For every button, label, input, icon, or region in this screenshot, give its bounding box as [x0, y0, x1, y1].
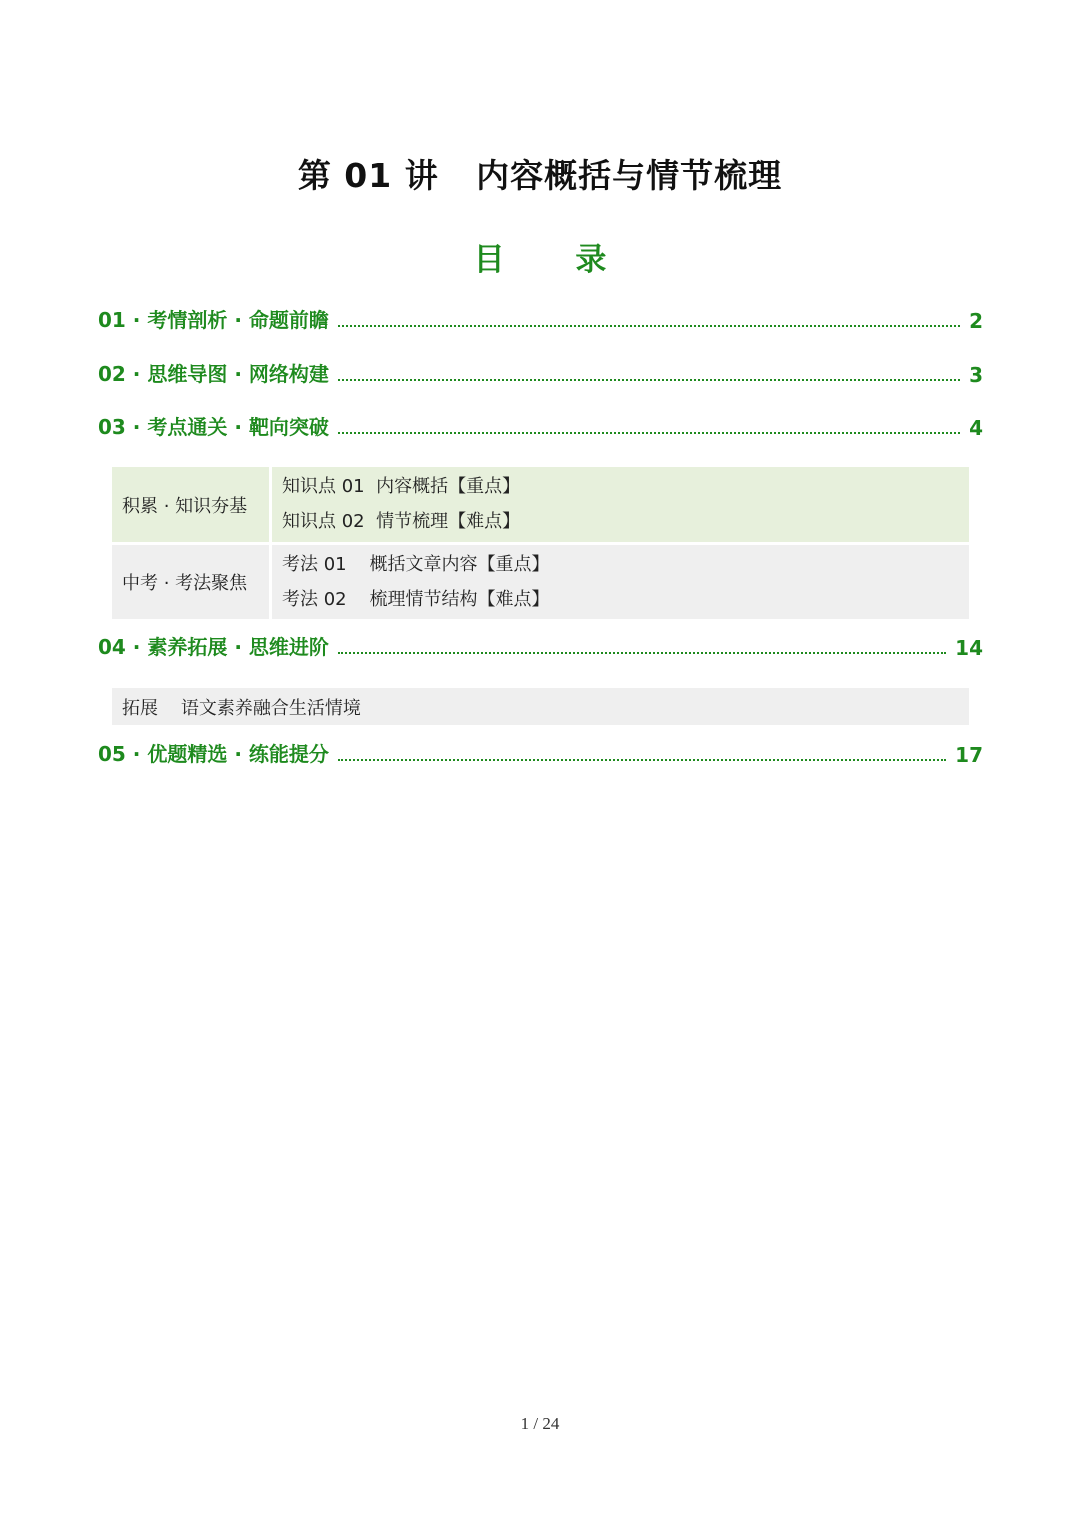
- dot-leader: [338, 379, 960, 381]
- dot-leader: [338, 759, 946, 761]
- page-number: 1 / 24: [520, 1414, 560, 1433]
- toc-entry-02[interactable]: [98, 357, 983, 387]
- subgroup-item[interactable]: 知识点 01 内容概括【重点】: [282, 475, 521, 497]
- page-title: 第 01 讲 内容概括与情节梳理: [297, 156, 783, 195]
- toc-entry-01[interactable]: [98, 303, 983, 333]
- toc-entry-04[interactable]: [98, 630, 983, 660]
- toc-entry-label: 03 · 考点通关 · 靶向突破: [98, 415, 329, 439]
- toc-entry-label: 01 · 考情剖析 · 命题前瞻: [98, 308, 329, 332]
- toc-entry-page: 14: [955, 636, 983, 660]
- toc-entry-page: 3: [969, 363, 983, 387]
- toc-subgroup-knowledge: [112, 467, 969, 542]
- toc-extension-row[interactable]: 拓展 语文素养融合生活情境: [112, 688, 969, 725]
- toc-entry-05[interactable]: [98, 737, 983, 767]
- toc-entry-page: 4: [969, 416, 983, 440]
- subgroup-items: [272, 467, 969, 542]
- subgroup-category: 中考 · 考法聚焦: [112, 545, 269, 619]
- subgroup-item[interactable]: 考法 01 概括文章内容【重点】: [282, 553, 550, 575]
- dot-leader: [338, 652, 946, 654]
- subgroup-category: 积累 · 知识夯基: [112, 467, 269, 542]
- toc-entry-label: 05 · 优题精选 · 练能提分: [98, 742, 329, 766]
- toc-entry-page: 17: [955, 743, 983, 767]
- toc-subgroup-exam-methods: [112, 545, 969, 619]
- toc-entry-page: 2: [969, 309, 983, 333]
- subgroup-items: [272, 545, 969, 619]
- dot-leader: [338, 325, 960, 327]
- toc-entry-label: 04 · 素养拓展 · 思维进阶: [98, 635, 329, 659]
- toc-entry-03[interactable]: [98, 410, 983, 440]
- subgroup-item[interactable]: 考法 02 梳理情节结构【难点】: [282, 588, 550, 610]
- subgroup-item[interactable]: 知识点 02 情节梳理【难点】: [282, 511, 521, 533]
- toc-heading: 目 录: [473, 242, 637, 278]
- dot-leader: [338, 432, 960, 434]
- toc-entry-label: 02 · 思维导图 · 网络构建: [98, 362, 329, 386]
